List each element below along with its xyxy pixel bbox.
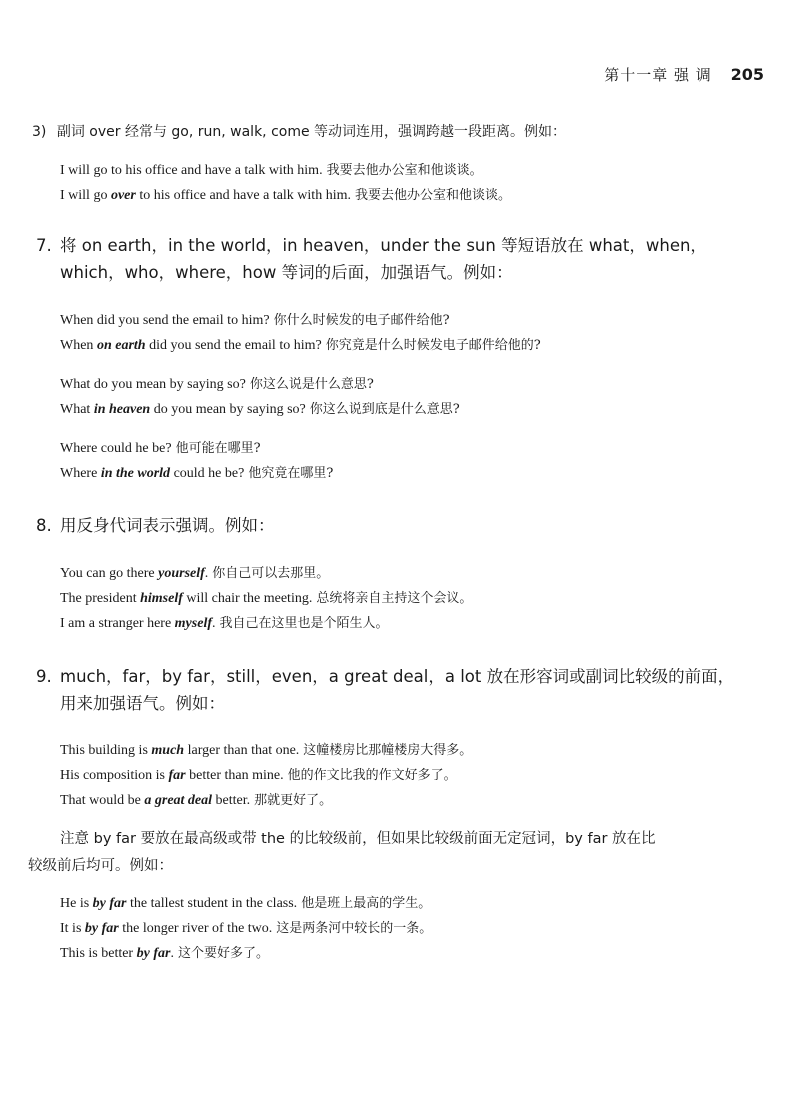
example-emphasis: by far: [92, 896, 127, 911]
example-zh: 他是班上最高的学生。: [301, 896, 432, 911]
example-zh: 总统将亲自主持这个会议。: [316, 591, 473, 606]
example-en-post: to his office and have a talk with him.: [135, 188, 351, 203]
example-en-post: .: [212, 616, 216, 631]
section-text-line1: much，far，by far，still，even，a great deal，a lot 放在形容词或副词比较级的前面，: [60, 667, 735, 686]
example-line: [60, 561, 472, 586]
example-line: [60, 891, 432, 916]
example-en: When did you send the email to him?: [60, 313, 270, 328]
example-en-pre: I will go: [60, 188, 111, 203]
subpoint-3: [32, 121, 566, 141]
example-emphasis: a great deal: [144, 793, 213, 808]
example-zh: 我要去他办公室和他谈谈。: [326, 163, 483, 178]
example-zh: 这是两条河中较长的一条。: [276, 921, 433, 936]
example-line: [60, 436, 333, 461]
example-zh: 你究竟是什么时候发电子邮件给他的?: [325, 338, 541, 353]
example-emphasis: over: [110, 188, 136, 203]
example-line: [60, 372, 460, 397]
subpoint-number: 3): [32, 124, 47, 140]
example-en-post: will chair the meeting.: [182, 591, 313, 606]
example-en-pre: You can go there: [60, 566, 159, 581]
section-text-line1: 用反身代词表示强调。例如：: [60, 516, 275, 535]
example-emphasis: by far: [84, 921, 119, 936]
example-line: [60, 738, 472, 763]
note-line1: 注意 by far 要放在最高级或带 the 的比较级前，但如果比较级前面无定冠词，by far 放在比: [60, 831, 656, 847]
example-line: [60, 333, 541, 358]
example-emphasis: in the world: [100, 466, 171, 481]
example-emphasis: myself: [174, 616, 212, 631]
example-group-7a: [60, 308, 541, 358]
example-en-pre: What: [60, 402, 94, 417]
example-en-pre: His composition is: [60, 768, 169, 783]
section-number: 8.: [36, 516, 52, 535]
example-group-7b: [60, 372, 460, 422]
example-en-pre: That would be: [60, 793, 145, 808]
example-group-7c: [60, 436, 333, 486]
section-number: 7.: [36, 236, 52, 255]
note-paragraph: [28, 826, 728, 880]
example-en-post: .: [170, 946, 174, 961]
example-zh: 你这么说到底是什么意思?: [309, 402, 460, 417]
example-line: [60, 916, 432, 941]
section-8-heading: [36, 512, 275, 539]
example-en-pre: This building is: [60, 743, 152, 758]
example-line: [60, 183, 511, 208]
example-en-pre: It is: [60, 921, 85, 936]
example-group-3: [60, 158, 511, 208]
example-zh: 他的作文比我的作文好多了。: [287, 768, 457, 783]
example-zh: 这幢楼房比那幢楼房大得多。: [303, 743, 473, 758]
section-number: 9.: [36, 667, 52, 686]
example-zh: 我要去他办公室和他谈谈。: [354, 188, 511, 203]
example-line: [60, 308, 541, 333]
example-line: [60, 941, 432, 966]
example-en-post: did you send the email to him?: [145, 338, 322, 353]
example-en-pre: This is better: [60, 946, 137, 961]
example-line: [60, 158, 511, 183]
section-text-line1: 将 on earth，in the world，in heaven，under the sun 等短语放在 what，when，: [60, 236, 707, 255]
example-zh: 他究竟在哪里?: [248, 466, 334, 481]
example-en-post: do you mean by saying so?: [150, 402, 306, 417]
example-zh: 你这么说是什么意思?: [249, 377, 374, 392]
example-zh: 你自己可以去那里。: [212, 566, 330, 581]
example-en-pre: Where: [60, 466, 101, 481]
example-en-post: the longer river of the two.: [118, 921, 273, 936]
running-header: [604, 64, 764, 85]
example-en-post: could he be?: [170, 466, 245, 481]
example-en-post: better than mine.: [185, 768, 284, 783]
example-zh: 他可能在哪里?: [175, 441, 261, 456]
example-en-post: .: [204, 566, 209, 581]
chapter-title: 第十一章 强 调: [604, 66, 712, 84]
page-number: 205: [730, 65, 764, 84]
section-text-line2: which，who，where，how 等词的后面，加强语气。例如：: [60, 263, 513, 282]
example-line: [60, 586, 472, 611]
example-emphasis: far: [168, 768, 186, 783]
example-en-pre: He is: [60, 896, 93, 911]
example-zh: 我自己在这里也是个陌生人。: [219, 616, 389, 631]
example-en: Where could he be?: [60, 441, 172, 456]
example-group-9: [60, 738, 472, 813]
example-emphasis: in heaven: [93, 402, 151, 417]
example-group-note: [60, 891, 432, 966]
example-group-8: [60, 561, 472, 636]
section-text-line2: 用来加强语气。例如：: [60, 694, 225, 713]
example-en-pre: When: [60, 338, 97, 353]
example-line: [60, 611, 472, 636]
example-en: What do you mean by saying so?: [60, 377, 246, 392]
example-line: [60, 397, 460, 422]
example-emphasis: on earth: [96, 338, 146, 353]
example-emphasis: yourself: [158, 566, 205, 581]
subpoint-text: 副词 over 经常与 go, run, walk, come 等动词连用，强调跨越一段距离。例如：: [56, 124, 567, 140]
example-line: [60, 763, 472, 788]
example-emphasis: by far: [136, 946, 171, 961]
example-line: [60, 461, 333, 486]
example-en-post: larger than that one.: [184, 743, 300, 758]
example-line: [60, 788, 472, 813]
example-en-pre: I am a stranger here: [60, 616, 175, 631]
example-zh: 那就更好了。: [254, 793, 333, 808]
example-en: I will go to his office and have a talk with him.: [60, 163, 323, 178]
section-9-heading: [36, 663, 734, 717]
example-en-post: the tallest student in the class.: [126, 896, 298, 911]
example-en-pre: The president: [60, 591, 141, 606]
example-zh: 这个要好多了。: [177, 946, 269, 961]
example-emphasis: himself: [140, 591, 183, 606]
example-zh: 你什么时候发的电子邮件给他?: [273, 313, 450, 328]
section-7-heading: [36, 232, 707, 286]
example-emphasis: much: [151, 743, 185, 758]
note-line2: 较级前后均可。例如：: [28, 858, 173, 874]
example-en-post: better.: [212, 793, 251, 808]
